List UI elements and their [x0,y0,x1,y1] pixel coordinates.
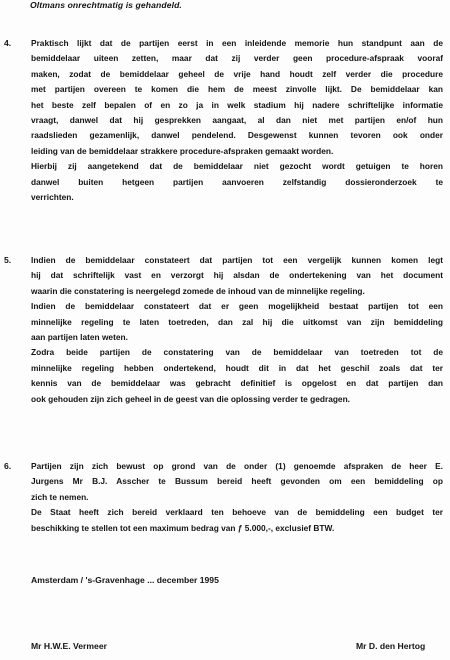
paragraph-line: Indien de bemiddelaar constateert dat er geen mogelijkheid bestaat partijen tot een [31,301,443,312]
paragraph-line: Jurgens Mr B.J. Asscher te Bussum bereid heeft gevonden om een bemiddeling op [31,476,443,487]
paragraph-line: beschikking te stellen tot een maximum bedrag van ƒ 5.000,-, exclusief BTW. [31,522,335,533]
paragraph-line: bemiddelaar uiteen zetten, maar dat zij verder geen procedure-afspraak vooraf [31,53,443,64]
paragraph-line: vraagt, danwel dat hij gesprekken aangaat, al dan niet met partijen en/of hun [31,115,443,126]
paragraph-line: raadslieden gezamenlijk, danwel pendelend. Desgewenst kunnen tevoren ook onder [31,130,443,141]
paragraph-line: hij dat schriftelijk vast en verzorgt hij alsdan de ondertekening van het document [31,270,443,281]
paragraph-line: ook gehouden zijn zich geheel in de geest van die oplossing verder te gedragen. [31,393,350,404]
section-paragraph [31,459,443,536]
paragraph-line: verrichten. [31,192,74,203]
place-date-line: Amsterdam / 's-Gravenhage ... december 1995 [31,575,219,585]
paragraph-line: maken, zodat de bemiddelaar geheel de vrije hand houdt zelf verder die procedure [31,68,443,79]
top-fragment-line: Oltmans onrechtmatig is gehandeld. [30,0,182,10]
paragraph-line: Zodra beide partijen de constatering van de bemiddelaar van toetreden tot de [31,347,443,358]
paragraph-line: Indien de bemiddelaar constateert dat partijen tot een vergelijk kunnen komen legt [31,255,443,265]
section-5 [4,253,444,407]
section-paragraph [31,36,443,205]
paragraph-line: minnelijke regeling hebben ondertekend, houdt dit in dat het geschil zoals dat ter [31,362,443,373]
section-4 [4,36,444,205]
paragraph-line: Praktisch lijkt dat de partijen eerst in een inleidende memorie hun standpunt aan de [31,38,443,48]
section-paragraph [31,253,443,407]
section-number: 6. [4,461,12,471]
paragraph-line: kennis van de bemiddelaar was gebracht definitief is opgelost en dat partijen dan [31,378,443,389]
section-number: 5. [4,255,12,265]
section-6 [4,459,444,536]
paragraph-line: minnelijke regeling te laten toetreden, dan zal hij die uitkomst van zijn bemiddeling [31,316,443,327]
paragraph-line: Hierbij zij aangetekend dat de bemiddelaar niet gezocht wordt getuigen te horen [31,161,443,172]
paragraph-line: zich te nemen. [31,491,89,502]
paragraph-line: aan partijen laten weten. [31,332,128,343]
paragraph-line: met partijen overeen te komen die hem de meest zinvolle lijkt. De bemiddelaar kan [31,84,443,95]
paragraph-line: De Staat heeft zich bereid verklaard ten behoeve van de bemiddeling een budget ter [31,507,443,518]
signatory-left: Mr H.W.E. Vermeer [31,641,107,651]
paragraph-line: Partijen zijn zich bewust op grond van de onder (1) genoemde afspraken de heer E. [31,461,443,471]
signatory-right: Mr D. den Hertog [356,641,426,651]
paragraph-line: het beste zelf bepalen of en zo ja in welk stadium hij nadere schriftelijke informatie [31,99,443,110]
paragraph-line: waarin die constatering is neergelegd zomede de inhoud van de minnelijke regeling. [31,285,365,296]
section-number: 4. [4,38,12,48]
paragraph-line: danwel buiten hetgeen partijen aanvoeren zelfstandig dossieronderzoek te [31,176,443,187]
paragraph-line: leiding van de bemiddelaar strakkere procedure-afspraken gemaakt worden. [31,145,334,156]
